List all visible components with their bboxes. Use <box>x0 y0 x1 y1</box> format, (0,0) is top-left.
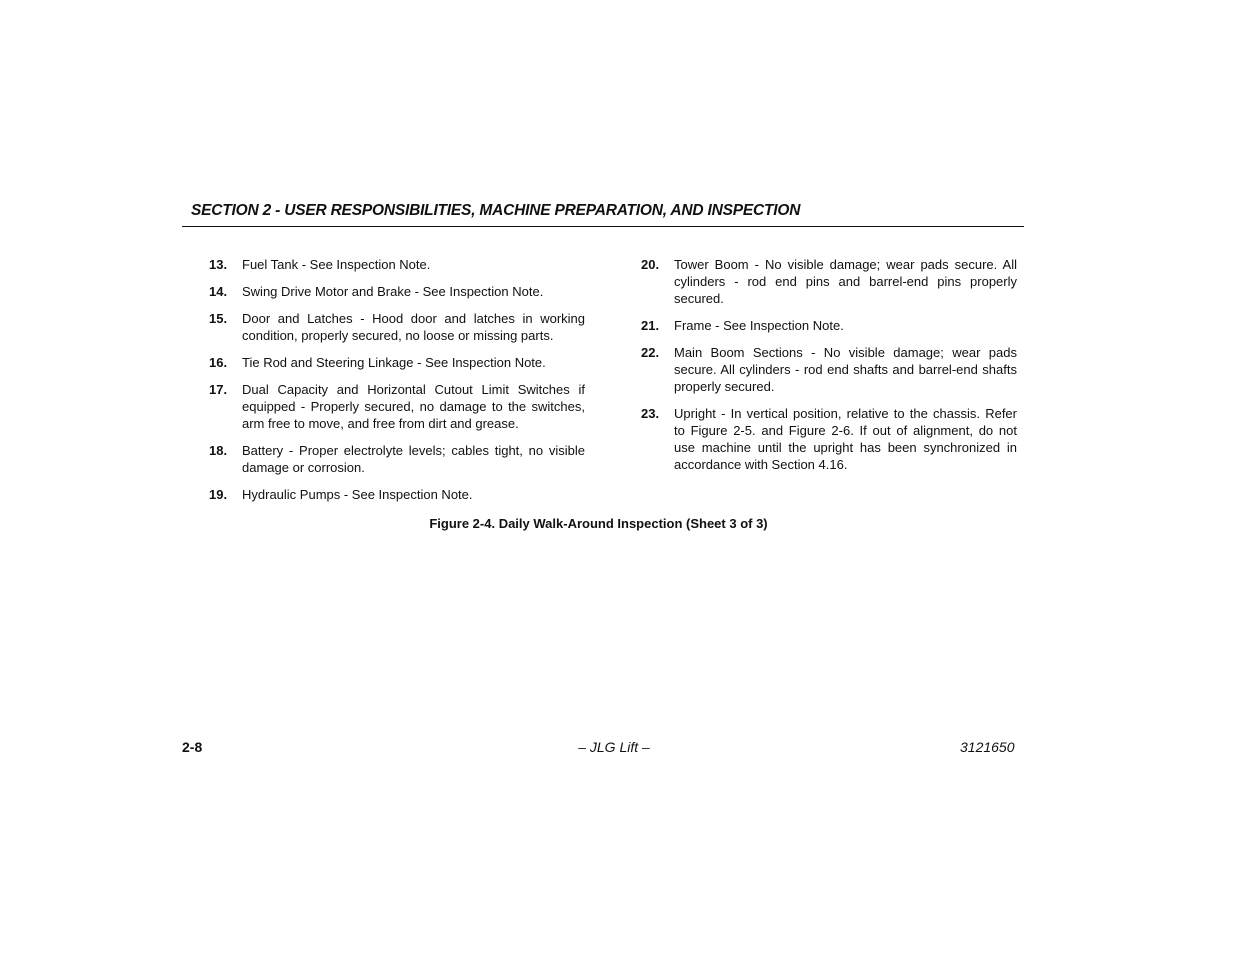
item-text: Swing Drive Motor and Brake - See Inspection Note. <box>242 284 544 299</box>
item-number: 16. <box>209 355 228 370</box>
item-number: 20. <box>641 257 660 272</box>
list-item <box>641 256 1017 307</box>
list-item <box>209 354 585 371</box>
item-text: Tower Boom - No visible damage; wear pads secure. All cylinders - rod end pins and barrel-end pins properly secured. <box>674 257 1017 306</box>
list-item <box>209 310 585 344</box>
item-number: 17. <box>209 382 228 397</box>
item-text: Dual Capacity and Horizontal Cutout Limit Switches if equipped - Properly secured, no damage to the switches, arm free to move, and free from dirt and grease. <box>242 382 585 431</box>
figure-caption: Figure 2-4. Daily Walk-Around Inspection (Sheet 3 of 3) <box>429 516 768 531</box>
footer-brand: – JLG Lift – <box>578 739 650 755</box>
list-item <box>641 405 1017 473</box>
item-number: 19. <box>209 487 228 502</box>
item-text: Door and Latches - Hood door and latches in working condition, properly secured, no loose or missing parts. <box>242 311 585 343</box>
item-number: 15. <box>209 311 228 326</box>
item-number: 21. <box>641 318 660 333</box>
item-text: Fuel Tank - See Inspection Note. <box>242 257 431 272</box>
item-number: 14. <box>209 284 228 299</box>
item-text: Hydraulic Pumps - See Inspection Note. <box>242 487 473 502</box>
item-text: Frame - See Inspection Note. <box>674 318 844 333</box>
document-number: 3121650 <box>960 739 1015 755</box>
header-divider <box>182 226 1024 227</box>
item-text: Tie Rod and Steering Linkage - See Inspection Note. <box>242 355 546 370</box>
item-text: Battery - Proper electrolyte levels; cables tight, no visible damage or corrosion. <box>242 443 585 475</box>
item-text: Upright - In vertical position, relative to the chassis. Refer to Figure 2-5. and Figure 2-6. If out of alignment, do not use machine until the upright has been synchronized in accordance with Section 4.16. <box>674 406 1017 472</box>
list-item <box>641 344 1017 395</box>
list-item <box>209 283 585 300</box>
item-number: 23. <box>641 406 660 421</box>
inspection-list-left <box>209 256 585 513</box>
item-text: Main Boom Sections - No visible damage; wear pads secure. All cylinders - rod end shafts and barrel-end shafts properly secured. <box>674 345 1017 394</box>
list-item <box>641 317 1017 334</box>
section-title: SECTION 2 - USER RESPONSIBILITIES, MACHINE PREPARATION, AND INSPECTION <box>191 202 801 219</box>
item-number: 22. <box>641 345 660 360</box>
item-number: 13. <box>209 257 228 272</box>
list-item <box>209 381 585 432</box>
list-item <box>209 486 585 503</box>
list-item <box>209 442 585 476</box>
item-number: 18. <box>209 443 228 458</box>
inspection-list-right <box>641 256 1017 483</box>
list-item <box>209 256 585 273</box>
page-number: 2-8 <box>182 739 203 755</box>
